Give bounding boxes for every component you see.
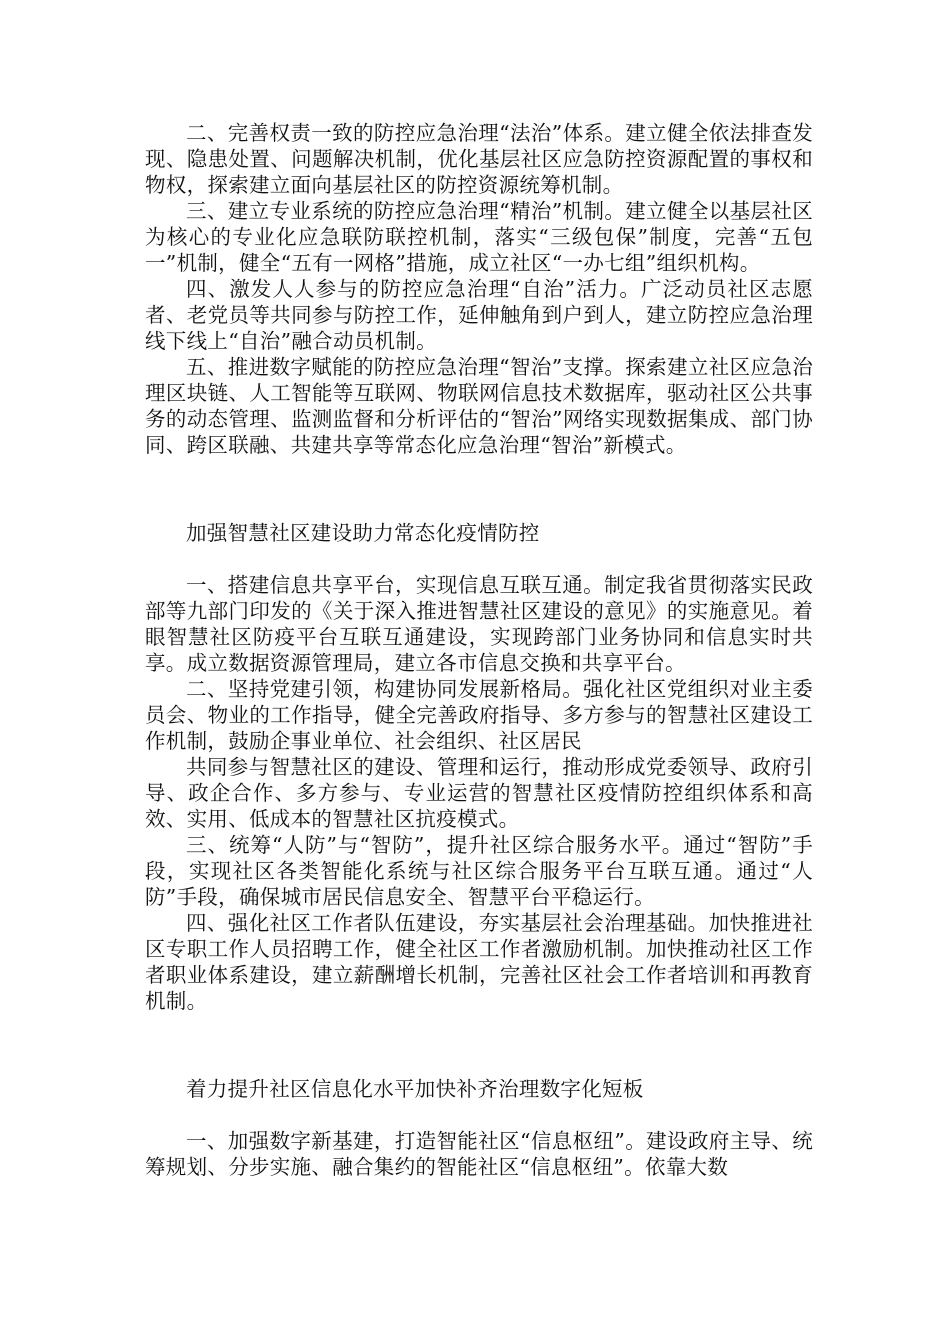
section-heading: 加强智慧社区建设助力常态化疫情防控 [186,521,540,545]
document-page [145,120,813,1180]
paragraph: 共同参与智慧社区的建设、管理和运行，推动形成党委领导、政府引导、政企合作、多方参与、专业运营的智慧社区疫情防控组织体系和高效、实用、低成本的智慧社区抗疫模式。 [145,755,813,831]
paragraph: 四、强化社区工作者队伍建设，夯实基层社会治理基础。加快推进社区专职工作人员招聘工作，健全社区工作者激励机制。加快推动社区工作者职业体系建设，建立薪酬增长机制，完善社区社会工作者培训和再教育机制。 [145,911,813,1013]
paragraph: 一、加强数字新基建，打造智能社区“信息枢纽”。建设政府主导、统筹规划、分步实施、融合集约的智能社区“信息枢纽”。依靠大数 [145,1129,813,1179]
paragraph: 一、搭建信息共享平台，实现信息互联互通。制定我省贯彻落实民政部等九部门印发的《关于深入推进智慧社区建设的意见》的实施意见。着眼智慧社区防疫平台互联互通建设，实现跨部门业务协同和信息实时共享。成立数据资源管理局，建立各市信息交换和共享平台。 [145,573,813,675]
paragraph: 二、坚持党建引领，构建协同发展新格局。强化社区党组织对业主委员会、物业的工作指导，健全完善政府指导、多方参与的智慧社区建设工作机制，鼓励企事业单位、社会组织、社区居民 [145,677,813,753]
section-spacer [145,1102,813,1128]
section-heading: 着力提升社区信息化水平加快补齐治理数字化短板 [186,1077,644,1101]
paragraph: 五、推进数字赋能的防控应急治理“智治”支撑。探索建立社区应急治理区块链、人工智能等互联网、物联网信息技术数据库，驱动社区公共事务的动态管理、监测监督和分析评估的“智治”网络实现数据集成、部门协同、跨区联融、共建共享等常态化应急治理“智治”新模式。 [145,355,813,457]
section-spacer [145,458,813,520]
paragraph: 二、完善权责一致的防控应急治理“法治”体系。建立健全依法排查发现、隐患处置、问题解决机制，优化基层社区应急防控资源配置的事权和物权，探索建立面向基层社区的防控资源统筹机制。 [145,121,813,197]
paragraph: 三、建立专业系统的防控应急治理“精治”机制。建立健全以基层社区为核心的专业化应急联防联控机制，落实“三级包保”制度，完善“五包一”机制，健全“五有一网格”措施，成立社区“一办七组”组织机构。 [145,199,813,275]
section-spacer [145,546,813,572]
paragraph: 三、统筹“人防”与“智防”，提升社区综合服务水平。通过“智防”手段，实现社区各类智能化系统与社区综合服务平台互联互通。通过“人防”手段，确保城市居民信息安全、智慧平台平稳运行。 [145,833,813,909]
paragraph: 四、激发人人参与的防控应急治理“自治”活力。广泛动员社区志愿者、老党员等共同参与防控工作，延伸触角到户到人，建立防控应急治理线下线上“自治”融合动员机制。 [145,277,813,353]
section-spacer [145,1014,813,1076]
